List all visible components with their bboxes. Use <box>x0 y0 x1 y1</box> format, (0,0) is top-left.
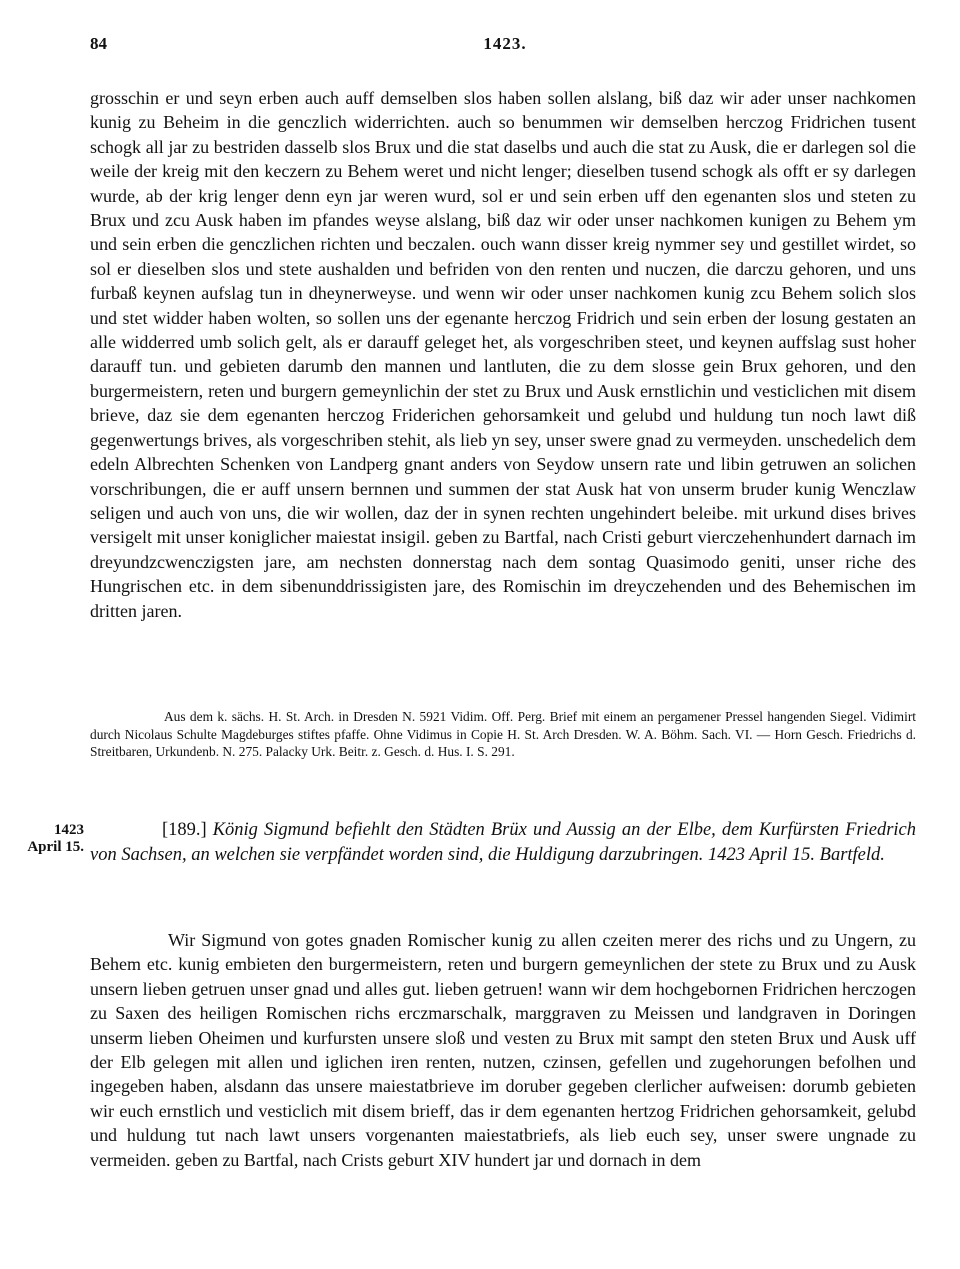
page-header <box>90 34 920 58</box>
document-number: [189.] <box>162 820 207 840</box>
source-note <box>90 708 916 761</box>
margin-year: 1423 <box>54 822 84 838</box>
continued-charter-text: grosschin er und seyn erben auch auff demselben slos haben sollen alslang, biß daz wir ader unser nachkomen kunig zu Beheim in die genczlich widerrichten. auch so benummen wir demselben herczog Fridrichen tusent schogk all jar zu bestriden dasselb slos Brux und die stat daselbs und auch die stat zu Ausk, die er darlegen sol die weile der kreig mit den keczern zu Behem weret und nicht lenger; dieselben tusend schogk als offt er sy darlegen wurde, ab der krig lenger denn eyn jar weren wurd, sol er und sein erben uff den egenanten slos und steten zu Brux und zcu Ausk haben im pfandes weyse alslang, biß daz wir oder unser nachkomen kunigen zu Behem ym und sein erben die genczlichen richten und beczalen. ouch wann disser kreig nymmer sey und gestillet wirdet, so sol er dieselben slos und stete aushalden und befriden von den renten und nuczen, die darczu gehoren, und uns furbaß keynen aufslag tun in dheynerweyse. und wenn wir oder unser nachkomen kunig zcu Behem solich slos und stet widder haben wolten, so sollen uns der egenante herczog Fridrich und sein erben der losung gestaten an alle widderred umb solich gelt, als er darauff geleget het, als vorgeschriben steet, und keynen auffslag sust hoher darauff tun. und gebieten darumb den mannen und lantluten, die zu dem slosse gein Brux gehoren, und den burgermeistern, reten und burgern gemeynlichin der stet zu Brux und Ausk ernstlichin und vesticlichen mit disem brieve, daz sie dem egenanten herczog Friderichen gehorsamkeit und gelubd und huldung tun noch lawt diß gegenwertungs brives, als vorgeschriben stehit, als lieb yn sey, unser swere gnad zu vermeyden. unschedelich dem edeln Albrechten Schenken von Landperg gnant anders von Seydow unsern rate und libin getruwen an solichen vorschribungen, die er auff unsern bernnen und summen der stat Ausk hat von unserm bruder kunig Wenczlaw seligen und auch von uns, die wir wollen, daz der in synen rechten ungehindert beleibe. mit urkund dises brives versigelt mit unser koniglicher maiestat insigil. geben zu Bartfal, nach Cristi geburt vierczehenhundert darnach im dreyundzcwenczigsten jare, am nechsten donnerstag nach dem sontag Quasimodo geniti, unser riche des Hungrischen etc. in dem sibenunddrissigisten jare, des Romischin im dreyczehenden und des Behemischen im dritten jaren. <box>90 88 916 621</box>
document-heading <box>90 818 916 867</box>
margin-day: April 15. <box>27 839 84 855</box>
charter-text <box>90 928 916 1172</box>
running-title: 1423. <box>483 34 527 53</box>
page-number: 84 <box>90 34 107 53</box>
source-note-text: Aus dem k. sächs. H. St. Arch. in Dresden N. 5921 Vidim. Off. Perg. Brief mit einem an pergamener Pressel hangenden Siegel. Vidimirt durch Nicolaus Schulte Magdeburges stiftes pfaffe. Ohne Vidimus in Copie H. St. Arch Dresden. W. A. Böhm. Sach. VI. — Horn Gesch. Friedrichs d. Streitbaren, Urkundenb. N. 275. Palacky Urk. Beitr. z. Gesch. d. Hus. I. S. 291. <box>90 709 916 760</box>
charter-text-body: Wir Sigmund von gotes gnaden Romischer kunig zu allen czeiten merer des richs und zu Ungern, zu Behem etc. kunig embieten den burgermeistern, reten und burgern gemeynlichen der stete zu Brux und zu Ausk unsern lieben getruen unser gnad und alles gut. lieben getruen! wann wir dem hochgebornen Fridrichen herczogen zu Saxen des heiligen Romischen richs erczmarschalk, marggraven zu Meissen und landgraven in Doringen unserm lieben Oheimen und kurfursten unsere sloß und vesten zu Brux mit sampt den steten Brux und Ausk uff der Elb gelegen mit allen und iglichen iren renten, nutzen, czinsen, gefellen und zugehorungen befolhen und ingegeben haben, alsdann das unsere maiestatbrieve im doruber gegeben clerlicher aufweisen: dorumb gebieten wir euch ernstlich und vesticlich mit disem brieff, das ir dem egenanten hertzog Fridrichen gehorsamkeit, gelubd und huldung tut nach lawt unsers vorgenanten maiestatbriefs, als lieb euch sey, unser swere ungnade zu vermeiden. geben zu Bartfal, nach Crists geburt XIV hundert jar und dornach in dem <box>90 930 916 1170</box>
regest-text: König Sigmund befiehlt den Städten Brüx und Aussig an der Elbe, dem Kurfürsten Friedrich von Sachsen, an welchen sie verpfändet worden sind, die Huldigung darzubringen. 1423 April 15. Bartfeld. <box>90 820 916 865</box>
margin-date <box>14 822 84 856</box>
